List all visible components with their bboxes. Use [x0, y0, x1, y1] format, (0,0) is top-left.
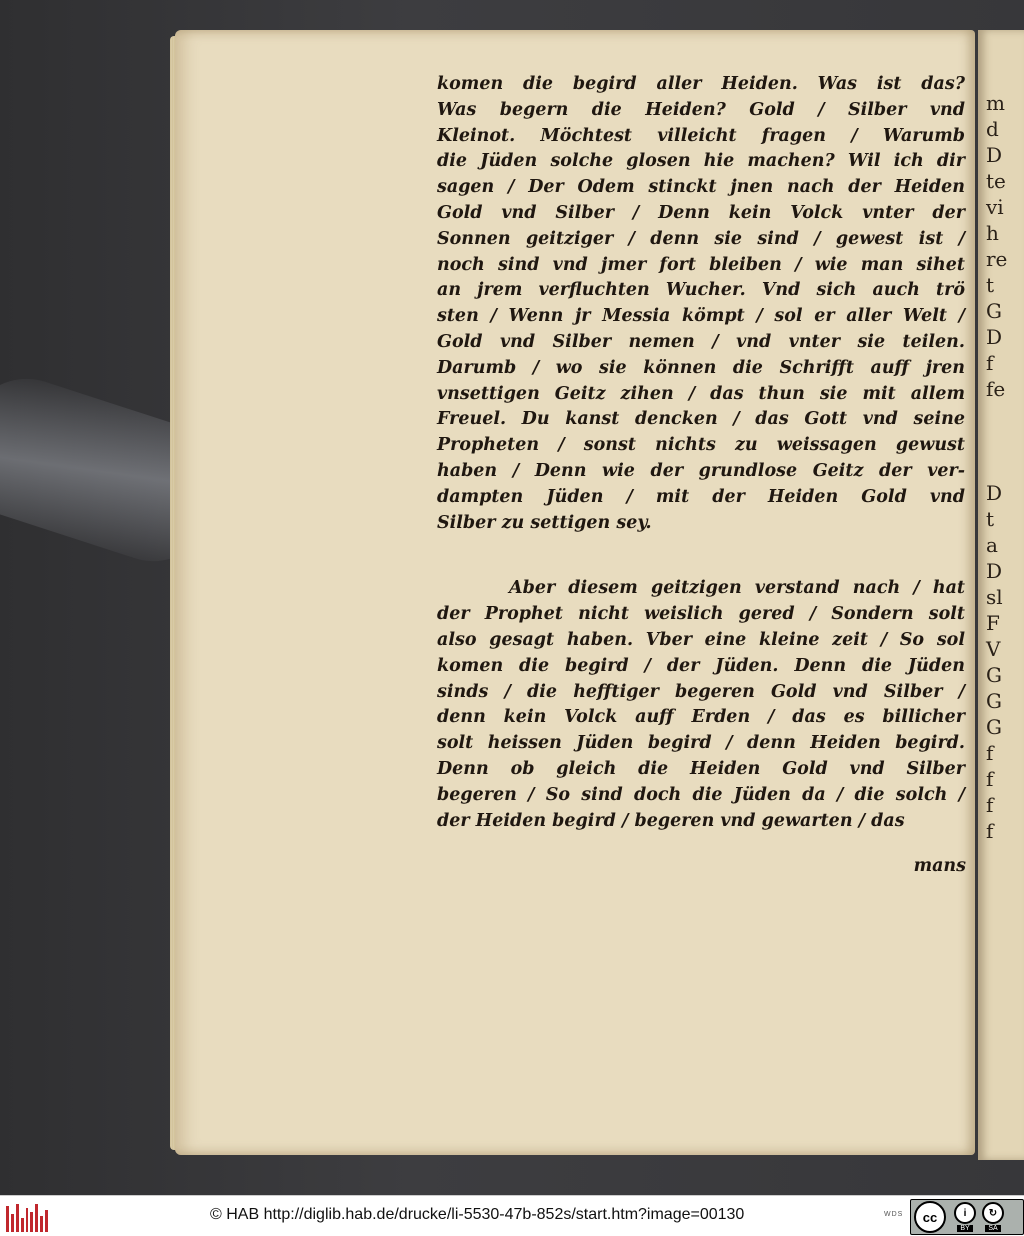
next-page-edge: [978, 30, 1024, 1160]
text-line: komen die begird / der Jüden. Denn die Jüden: [437, 655, 965, 676]
next-page-fragment: D: [986, 481, 1003, 505]
paragraph-2: [437, 576, 965, 834]
text-line: Silber zu settigen sey.: [437, 512, 652, 533]
text-line: an jrem verfluchten Wucher. Vnd sich auch trö: [437, 280, 965, 301]
next-page-fragment: G: [986, 715, 1002, 739]
text-line: noch sind vnd jmer fort bleiben / wie man sihet: [437, 254, 965, 275]
text-line: sinds / die hefftiger begeren Gold vnd Silber /: [437, 681, 965, 702]
text-line: sten / Wenn jr Messia kömpt / sol er aller Welt /: [437, 306, 965, 327]
next-page-fragment: vi: [986, 195, 1004, 219]
next-page-fragment: G: [986, 689, 1002, 713]
next-page-fragment: [986, 454, 1007, 480]
text-line: Was begern die Heiden? Gold / Silber vnd: [437, 99, 965, 120]
next-page-fragment: te: [986, 169, 1006, 193]
next-page-text: [986, 90, 1007, 844]
copyright-text[interactable]: © HAB http://diglib.hab.de/drucke/li-5530-47b-852s/start.htm?image=00130: [210, 1206, 745, 1223]
text-line: denn kein Volck auff Erden / das es billicher: [437, 707, 965, 728]
text-line: vnsettigen Geitz zihen / das thun sie mit allem: [437, 383, 965, 404]
paragraph-1: [437, 72, 965, 536]
small-mark: WDS: [884, 1211, 904, 1218]
text-line: begeren / So sind doch die Jüden da / die solch /: [437, 784, 965, 805]
share-alike-icon: ↻: [982, 1202, 1004, 1224]
text-line: sagen / Der Odem stinckt jnen nach der Heiden: [437, 177, 965, 198]
attribution-icon: i: [954, 1202, 976, 1224]
text-line: also gesagt haben. Vber eine kleine zeit / So sol: [437, 629, 965, 650]
next-page-fragment: G: [986, 663, 1002, 687]
next-page-fragment: V: [986, 637, 1001, 661]
next-page-fragment: m: [986, 91, 1005, 115]
next-page-fragment: re: [986, 247, 1008, 271]
next-page-fragment: [986, 402, 1007, 428]
page-text: [437, 72, 965, 834]
next-page-fragment: f: [986, 741, 994, 765]
next-page-fragment: f: [986, 819, 994, 843]
next-page-fragment: f: [986, 793, 994, 817]
next-page-fragment: D: [986, 559, 1003, 583]
text-line: Sonnen geitziger / denn sie sind / gewest ist /: [437, 228, 965, 249]
text-line: Freuel. Du kanst dencken / das Gott vnd seine: [437, 409, 965, 430]
text-line: Denn ob gleich die Heiden Gold vnd Silber: [437, 758, 965, 779]
cc-license-badge[interactable]: [910, 1199, 1024, 1235]
next-page-fragment: F: [986, 611, 1000, 635]
text-line: Kleinot. Möchtest villeicht fragen / Warumb: [437, 125, 965, 146]
text-line: Gold vnd Silber / Denn kein Volck vnter der: [437, 202, 965, 223]
next-page-fragment: h: [986, 221, 999, 245]
next-page-fragment: sl: [986, 585, 1003, 609]
copyright-link[interactable]: [210, 1206, 744, 1224]
next-page-fragment: f: [986, 767, 994, 791]
next-page-fragment: d: [986, 117, 999, 141]
next-page-fragment: t: [986, 507, 995, 531]
text-line: dampten Jüden / mit der Heiden Gold vnd: [437, 486, 965, 507]
text-line: haben / Denn wie der grundlose Geitz der ver-: [437, 460, 965, 481]
catchword: mans: [913, 856, 966, 876]
text-line: der Prophet nicht weislich gered / Sondern solt: [437, 604, 965, 625]
next-page-fragment: fe: [986, 377, 1006, 401]
text-line: Darumb / wo sie können die Schrifft auff jren: [437, 357, 965, 378]
next-page-fragment: [986, 428, 1007, 454]
sa-label: SA: [985, 1225, 1000, 1232]
by-label: BY: [957, 1225, 972, 1232]
next-page-fragment: D: [986, 143, 1003, 167]
text-line: Propheten / sonst nichts zu weissagen gewust: [437, 435, 965, 456]
text-line: Aber diesem geitzigen verstand nach / hat: [509, 578, 965, 599]
next-page-fragment: t: [986, 273, 995, 297]
next-page-fragment: f: [986, 351, 994, 375]
footer-bar: [0, 1195, 1024, 1236]
text-line: solt heissen Jüden begird / denn Heiden begird.: [437, 733, 965, 754]
hab-logo-icon[interactable]: [6, 1202, 48, 1232]
text-line: die Jüden solche glosen hie machen? Wil ich dir: [437, 151, 965, 172]
next-page-fragment: D: [986, 325, 1003, 349]
next-page-fragment: a: [986, 533, 998, 557]
text-line: der Heiden begird / begeren vnd gewarten / das: [437, 810, 905, 831]
next-page-fragment: G: [986, 299, 1002, 323]
text-line: Gold vnd Silber nemen / vnd vnter sie teilen.: [437, 331, 965, 352]
cc-icon: cc: [914, 1201, 946, 1233]
text-line: komen die begird aller Heiden. Was ist das?: [437, 74, 965, 94]
